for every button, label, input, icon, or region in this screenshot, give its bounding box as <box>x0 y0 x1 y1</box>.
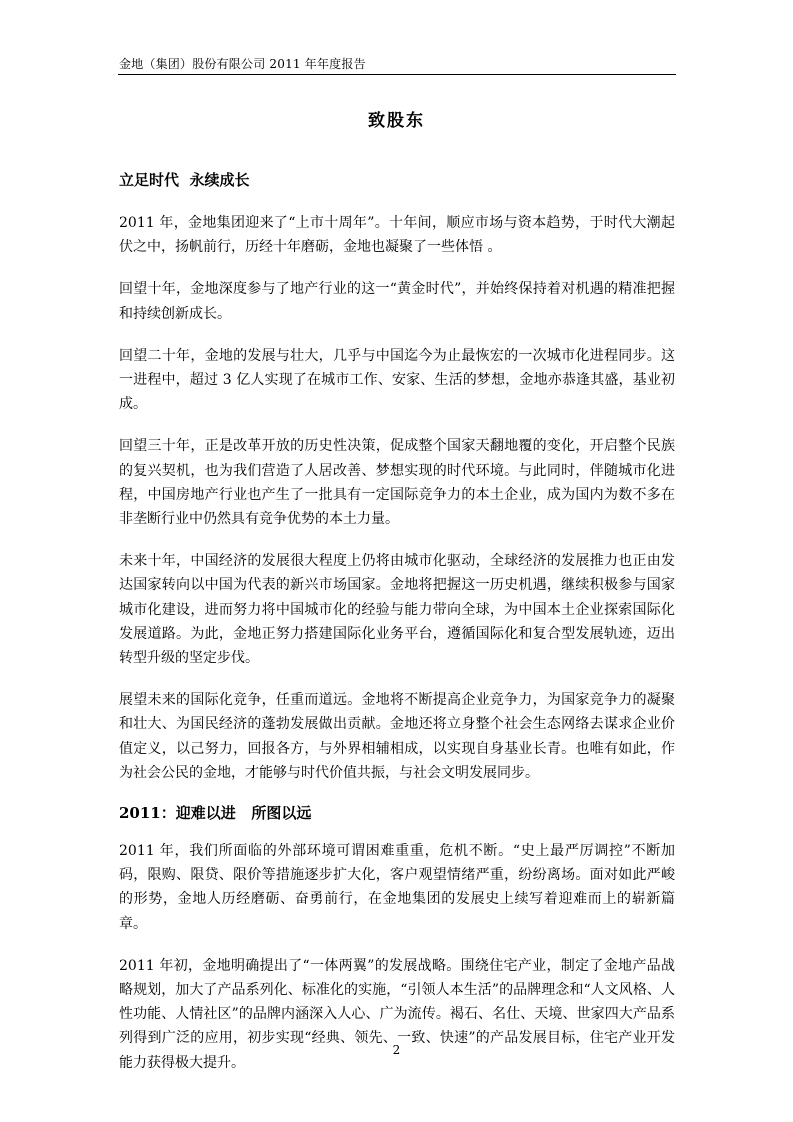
paragraph: 2011 年初，金地明确提出了“一体两翼”的发展战略。围绕住宅产业，制定了金地产品战略规划，加大了产品系列化、标准化的实施，“引领人本生活”的品牌理念和“人文风格、人性功能、人情社区”的品牌内涵深入人心、广为流传。褐石、名仕、天境、世家四大产品系列得到广泛的应用，初步实现“经典、领先、一致、快速”的产品发展目标，住宅产业开发能力获得极大提升。 <box>119 957 675 1071</box>
letter-body <box>119 170 675 1075</box>
page-title: 致股东 <box>368 111 425 131</box>
page-number: 2 <box>392 1043 401 1057</box>
paragraph: 2011 年，我们所面临的外部环境可谓困难重重，危机不断。“史上最严厉调控”不断加码，限购、限贷、限价等措施逐步扩大化，客户观望情绪严重，纷纷离场。面对如此严峻的形势，金地人历经磨砺、奋勇前行，在金地集团的发展史上续写着迎难而上的崭新篇章。 <box>119 843 675 932</box>
paragraph: 未来十年，中国经济的发展很大程度上仍将由城市化驱动，全球经济的发展推力也正由发达国家转向以中国为代表的新兴市场国家。金地将把握这一历史机遇，继续积极参与国家城市化建设，进而努力将中国城市化的经验与能力带向全球，为中国本土企业探索国际化发展道路。为此，金地正努力搭建国际化业务平台，遵循国际化和复合型发展轨迹，迈出转型升级的坚定步伐。 <box>119 553 675 667</box>
paragraph: 回望三十年，正是改革开放的历史性决策，促成整个国家天翻地覆的变化，开启整个民族的复兴契机，也为我们营造了人居改善、梦想实现的时代环境。与此同时，伴随城市化进程，中国房地产行业也产生了一批具有一定国际竞争力的本土企业，成为国内为数不多在非垄断行业中仍然具有竞争优势的本土力量。 <box>119 438 675 528</box>
header-divider <box>118 74 676 75</box>
paragraph: 回望十年，金地深度参与了地产行业的这一“黄金时代”，并始终保持着对机遇的精准把握和持续创新成长。 <box>119 281 675 322</box>
running-header: 金地（集团）股份有限公司 2011 年年度报告 <box>119 57 366 71</box>
paragraph: 2011 年，金地集团迎来了“上市十周年”。十年间，顺应市场与资本趋势，于时代大潮起伏之中，扬帆前行，历经十年磨砺，金地也凝聚了一些体悟 。 <box>119 215 675 256</box>
paragraph: 展望未来的国际化竞争，任重而道远。金地将不断提高企业竞争力，为国家竞争力的凝聚和壮大、为国民经济的蓬勃发展做出贡献。金地还将立身整个社会生态网络去谋求企业价值定义，以己努力，回报各方，与外界相辅相成，以实现自身基业长青。也唯有如此，作为社会公民的金地，才能够与时代价值共振，与社会文明发展同步。 <box>119 692 675 781</box>
paragraph: 回望二十年，金地的发展与壮大，几乎与中国迄今为止最恢宏的一次城市化进程同步。这一进程中，超过 3 亿人实现了在城市工作、安家、生活的梦想，金地亦恭逢其盛，基业初成。 <box>119 347 675 413</box>
section-heading: 立足时代 永续成长 <box>119 171 250 189</box>
section-heading: 2011：迎难以进 所图以远 <box>119 804 312 823</box>
